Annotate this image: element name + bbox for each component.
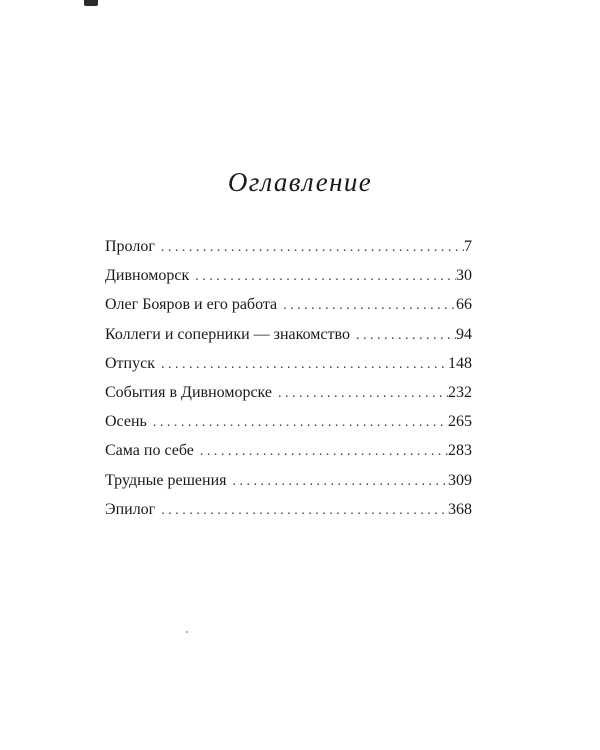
paper-speck (186, 631, 188, 633)
toc-entry-title: Олег Бояров и его работа (105, 296, 278, 314)
dot-leader (272, 384, 448, 404)
toc-entry[interactable] (105, 325, 472, 354)
toc-page-number: 265 (448, 413, 472, 431)
dot-leader (155, 355, 448, 375)
toc-page-number: 94 (456, 325, 472, 343)
dot-leader (155, 238, 464, 258)
toc-entry[interactable] (105, 266, 472, 295)
dot-leader (194, 442, 448, 462)
toc-entry[interactable] (105, 412, 472, 441)
toc-entry-title: Коллеги и соперники — знакомство (105, 325, 350, 343)
toc-entry[interactable] (105, 500, 472, 529)
toc-page-number: 283 (448, 442, 472, 460)
toc-entry[interactable] (105, 471, 472, 500)
toc-page-number: 30 (456, 267, 472, 285)
dot-leader (277, 296, 456, 316)
scan-mark (84, 0, 98, 6)
dot-leader (155, 501, 448, 521)
toc-page-number: 66 (456, 296, 472, 314)
dot-leader (147, 413, 448, 433)
toc-entry-title: События в Дивноморске (105, 383, 273, 401)
toc-entry[interactable] (105, 295, 472, 324)
toc-entry-title: Пролог (105, 238, 155, 255)
toc-entry-title: Эпилог (105, 500, 156, 518)
toc-page-number: 232 (448, 383, 472, 401)
toc-entry-title: Отпуск (105, 354, 155, 372)
toc-entry[interactable] (105, 441, 472, 470)
dot-leader (227, 472, 448, 492)
toc-entry[interactable] (105, 237, 472, 266)
toc-entry-title: Дивноморск (105, 267, 190, 285)
toc-entry-title: Трудные решения (105, 471, 227, 489)
toc-page-number: 7 (464, 238, 472, 255)
toc-entry-title: Сама по себе (105, 442, 194, 460)
toc-page-number: 148 (448, 354, 472, 372)
toc-page-number: 309 (448, 471, 472, 489)
toc-page-number: 368 (448, 500, 472, 518)
toc-entry-title: Осень (105, 413, 147, 431)
dot-leader (350, 326, 456, 346)
dot-leader (189, 267, 456, 287)
toc-entry[interactable] (105, 383, 472, 412)
toc-entry[interactable] (105, 354, 472, 383)
table-of-contents (105, 237, 472, 529)
page-title: Оглавление (227, 167, 373, 197)
